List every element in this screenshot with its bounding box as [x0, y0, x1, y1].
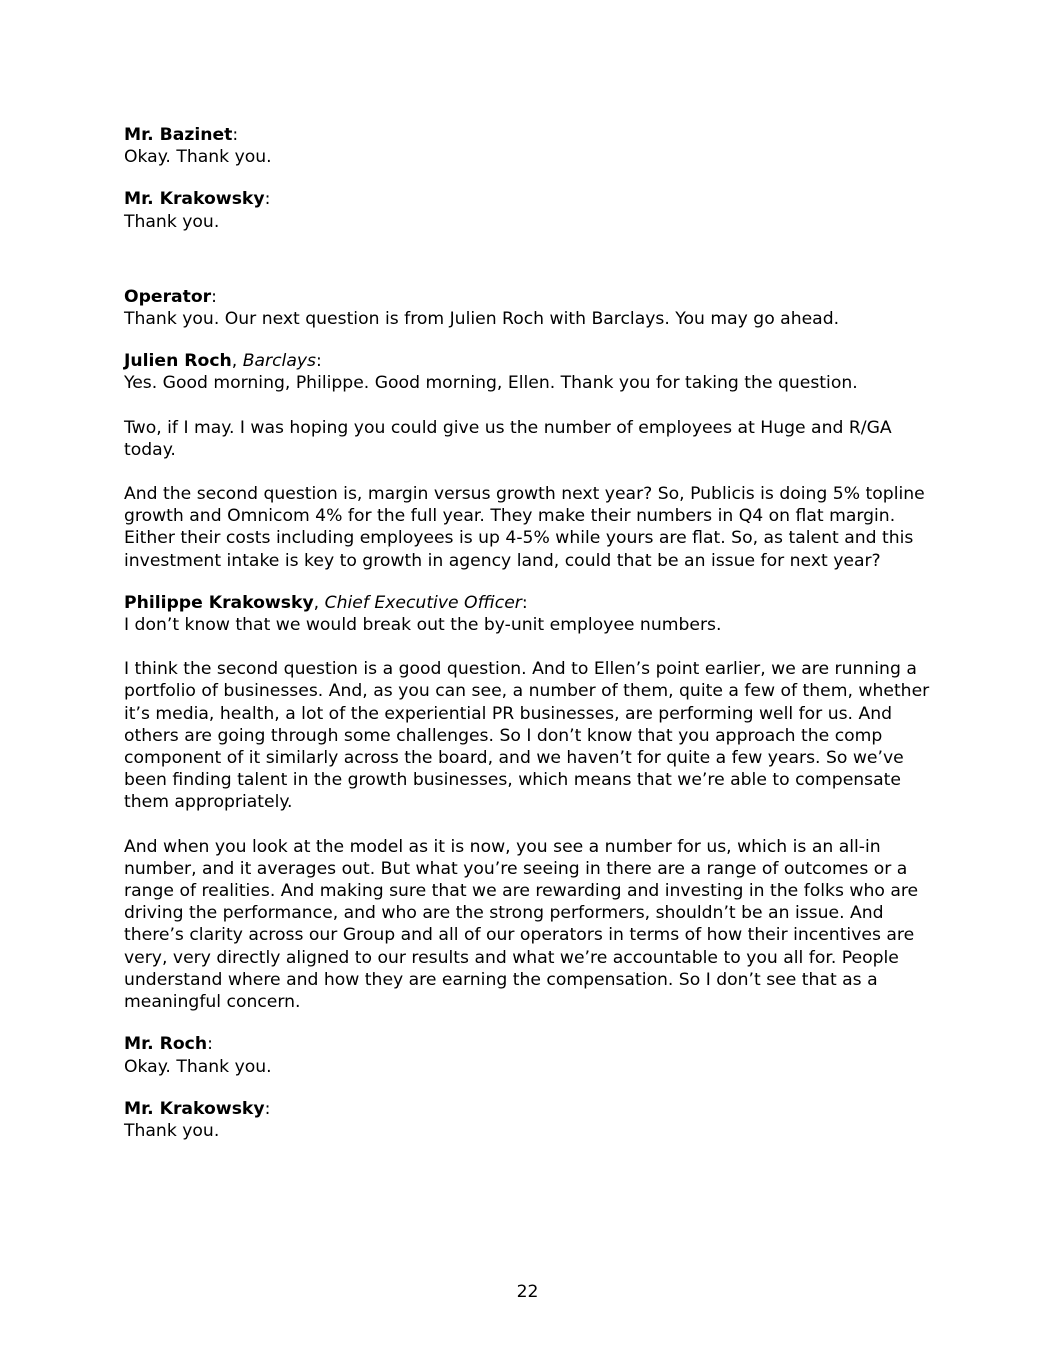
transcript-entry-bazinet — [124, 124, 939, 168]
transcript-body — [124, 124, 939, 1162]
speech-paragraph: Yes. Good morning, Philippe. Good morning, Ellen. Thank you for taking the question. — [124, 373, 858, 394]
speech-paragraph: Two, if I may. I was hoping you could give us the number of employees at Huge and R/GA today. — [124, 417, 892, 460]
speaker-line: Mr. Krakowsky: — [124, 189, 271, 210]
page-number: 22 — [516, 1282, 539, 1302]
speaker-line: Mr. Roch: — [124, 1034, 213, 1055]
speech-paragraph: And when you look at the model as it is now, you see a number for us, which is an all-in number, and it averages out. But what you’re seeing in there are a range of outcomes or a range of realities. And making sure that we are rewarding and investing in the folks who are driving the performance, and who are the strong performers, shouldn’t be an issue. And there’s clarity across our Group and all of our operators in terms of how their incentives are very, very directly aligned to our results and what we’re accountable to you all for. People understand where and how they are earning the compensation. So I don’t see that as a meaningful concern. — [124, 836, 919, 1013]
speech-paragraph: Okay. Thank you. — [124, 1056, 272, 1077]
speaker-name: Mr. Krakowsky — [124, 1098, 265, 1119]
speaker-name: Operator — [124, 286, 212, 307]
speech-paragraph: I don’t know that we would break out the by-unit employee numbers. — [124, 615, 722, 636]
transcript-entry-krakowsky-2 — [124, 1098, 939, 1142]
speaker-line: Julien Roch, Barclays: — [124, 351, 322, 372]
speaker-name: Mr. Bazinet — [124, 125, 233, 145]
speaker-affiliation: Barclays — [242, 351, 316, 372]
transcript-entry-krakowsky-1 — [124, 188, 939, 232]
speaker-name: Julien Roch — [124, 351, 232, 372]
transcript-entry-julien-roch — [124, 350, 939, 572]
speech-paragraph: Thank you. Our next question is from Julien Roch with Barclays. You may go ahead. — [124, 309, 840, 330]
transcript-entry-philippe-krakowsky — [124, 592, 939, 1013]
speech-paragraph: Thank you. — [124, 1120, 220, 1141]
speaker-name: Philippe Krakowsky — [124, 592, 314, 613]
speaker-name: Mr. Krakowsky — [124, 189, 265, 210]
speech-paragraph: And the second question is, margin versus growth next year? So, Publicis is doing 5% topline growth and Omnicom 4% for the full year. They make their numbers in Q4 on flat margin. Either their costs including employees is up 4-5% while yours are flat. So, as talent and this investment intake is key to growth in agency land, could that be an issue for next year? — [124, 484, 925, 571]
speaker-title: Chief Executive Officer — [324, 592, 522, 613]
speaker-name: Mr. Roch — [124, 1034, 208, 1055]
speech-paragraph: Okay. Thank you. — [124, 147, 272, 168]
transcript-entry-roch — [124, 1033, 939, 1077]
speaker-line: Operator: — [124, 286, 217, 307]
speaker-line: Mr. Bazinet: — [124, 125, 239, 145]
speech-paragraph: Thank you. — [124, 211, 220, 232]
transcript-entry-operator — [124, 286, 939, 330]
speech-paragraph: I think the second question is a good question. And to Ellen’s point earlier, we are running a portfolio of businesses. And, as you can see, a number of them, quite a few of them, whether it’s media, health, a lot of the experiential PR businesses, are performing well for us. And others are going through some challenges. So I don’t know that you approach the comp component of it similarly across the board, and we haven’t for quite a few years. So we’ve been finding talent in the growth businesses, which means that we’re able to compensate them appropriately. — [124, 659, 930, 813]
speaker-line: Philippe Krakowsky, Chief Executive Officer: — [124, 592, 528, 613]
speaker-line: Mr. Krakowsky: — [124, 1098, 271, 1119]
